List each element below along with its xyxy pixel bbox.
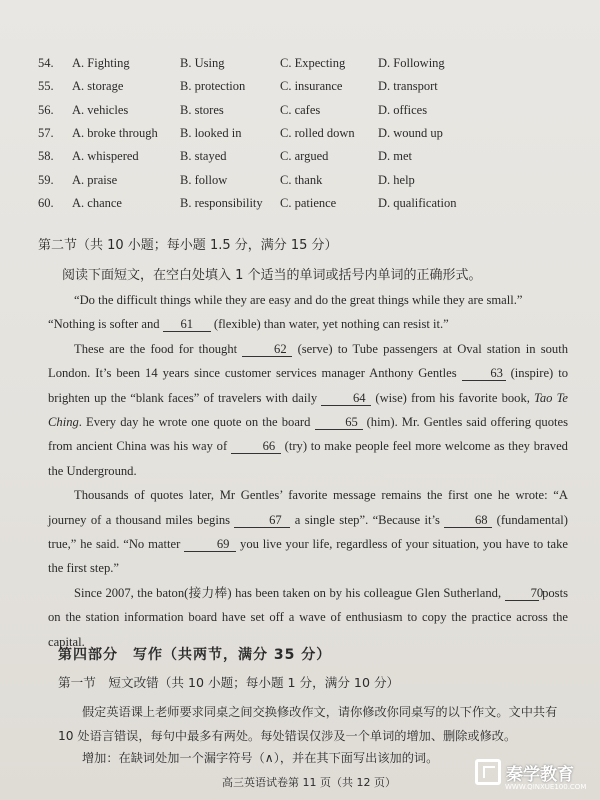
- question-row: [38, 145, 578, 168]
- option-a: A. broke through: [72, 126, 158, 141]
- logo-text: 秦学教育: [506, 764, 574, 785]
- blank-69: 69: [184, 537, 236, 552]
- question-row: [38, 75, 578, 98]
- option-a: A. whispered: [72, 149, 139, 164]
- text-span: Since 2007, the baton(接力棒) has been taken on by his colleague Glen Sutherland,: [74, 585, 502, 600]
- question-number: 54.: [38, 56, 54, 71]
- question-row: [38, 192, 578, 215]
- quote-line-1: “Do the difficult things while they are easy and do the great things while they are small.”: [74, 293, 523, 307]
- text-span: (him). Mr. Gentles said offering quotes from ancient China was his way of: [48, 415, 568, 454]
- blank-64: 64: [321, 391, 371, 406]
- text-span: (fundamental) true,” he said. “No matter: [48, 512, 568, 552]
- question-number: 59.: [38, 172, 54, 187]
- text-span: (flexible) than water, yet nothing can resist it.”: [213, 317, 449, 332]
- blank-67: 67: [234, 513, 290, 528]
- text-span: (inspire) to brighten up the “blank faces” of travelers with daily: [48, 366, 568, 405]
- option-d: D. wound up: [378, 126, 443, 141]
- blank-61: 61: [163, 317, 211, 332]
- text-span: Thousands of quotes later, Mr Gentles’ favorite message remains the first one he wrote: “A journey of a thousand miles begins: [48, 488, 568, 527]
- blank-63: 63: [462, 366, 506, 381]
- option-a: A. vehicles: [72, 102, 129, 117]
- question-number: 56.: [38, 102, 54, 117]
- option-d: D. Following: [378, 56, 445, 71]
- logo-icon: [475, 759, 501, 785]
- option-b: B. follow: [180, 172, 228, 187]
- option-a: A. Fighting: [72, 56, 130, 71]
- text-span: “Nothing is softer and: [48, 317, 160, 332]
- paragraph-2: [48, 337, 568, 483]
- logo-url: WWW.QINXUE100.COM: [505, 783, 587, 791]
- passage: [48, 288, 568, 654]
- option-c: C. insurance: [280, 79, 343, 94]
- part4-instruction-2: 增加：在缺词处加一个漏字符号（∧），并在其下面写出该加的词。: [82, 751, 439, 765]
- text-span: (wise) from his favorite book,: [375, 390, 530, 405]
- option-c: C. rolled down: [280, 126, 355, 141]
- section2-heading: 第二节（共 10 小题；每小题 1.5 分，满分 15 分）: [38, 238, 338, 253]
- text-span: posts on the station information board have set off a wave of enthusiasm to copy the practice across the capital.: [48, 585, 568, 649]
- option-c: C. Expecting: [280, 56, 346, 71]
- part4-subsection: 第一节 短文改错（共 10 小题；每小题 1 分，满分 10 分）: [58, 675, 400, 690]
- page-footer: 高三英语试卷第 11 页（共 12 页）: [222, 776, 396, 789]
- question-number: 60.: [38, 195, 54, 210]
- blank-65: 65: [315, 415, 363, 430]
- quote-line-2: [48, 312, 568, 336]
- option-b: B. protection: [180, 79, 246, 94]
- part4-title: 第四部分 写作（共两节，满分 35 分）: [58, 647, 332, 663]
- blank-70: 70: [505, 586, 539, 601]
- section2-instruction: 阅读下面短文，在空白处填入 1 个适当的单词或括号内单词的正确形式。: [62, 268, 482, 283]
- question-row: [38, 99, 578, 122]
- blank-62: 62: [242, 342, 292, 357]
- question-number: 55.: [38, 79, 54, 94]
- option-b: B. responsibility: [180, 195, 263, 210]
- option-c: C. thank: [280, 172, 323, 187]
- blank-68: 68: [444, 513, 492, 528]
- text-span: 假定英语课上老师要求同桌之间交换修改作文，请你修改你同桌写的以下作文。文中共有 10 处语言错误，每句中最多有两处。每处错误仅涉及一个单词的增加、删除或修改。: [58, 705, 558, 743]
- question-row: [38, 168, 578, 191]
- question-row: [38, 52, 578, 75]
- option-d: D. help: [378, 172, 415, 187]
- option-b: B. stores: [180, 102, 224, 117]
- option-c: C. argued: [280, 149, 329, 164]
- text-span: (try) to make people feel more welcome as they braved the Underground.: [48, 439, 568, 478]
- option-d: D. offices: [378, 102, 428, 117]
- option-a: A. storage: [72, 79, 124, 94]
- option-c: C. cafes: [280, 102, 321, 117]
- option-a: A. praise: [72, 172, 118, 187]
- question-number: 57.: [38, 126, 54, 141]
- book-title: Tao Te Ching: [48, 390, 569, 430]
- text-span: These are the food for thought: [74, 341, 238, 356]
- multiple-choice-block: [38, 52, 578, 215]
- option-d: D. qualification: [378, 195, 457, 210]
- option-c: C. patience: [280, 195, 337, 210]
- option-b: B. Using: [180, 56, 225, 71]
- text-span: (serve) to Tube passengers at Oval station in south London. It’s been 14 years since customer services manager Anthony Gentles: [48, 341, 568, 381]
- option-d: D. transport: [378, 79, 438, 94]
- text-span: you live your life, regardless of your situation, you have to take the first step.”: [48, 537, 568, 576]
- paragraph-3: [48, 483, 568, 581]
- question-number: 58.: [38, 149, 54, 164]
- option-b: B. stayed: [180, 149, 227, 164]
- blank-66: 66: [231, 439, 281, 454]
- question-row: [38, 122, 578, 145]
- text-span: . Every day he wrote one quote on the board: [78, 415, 311, 430]
- option-a: A. chance: [72, 195, 122, 210]
- option-b: B. looked in: [180, 126, 242, 141]
- option-d: D. met: [378, 149, 413, 164]
- text-span: a single step”. “Because it’s: [294, 512, 440, 527]
- part4-instruction-1: [58, 700, 560, 748]
